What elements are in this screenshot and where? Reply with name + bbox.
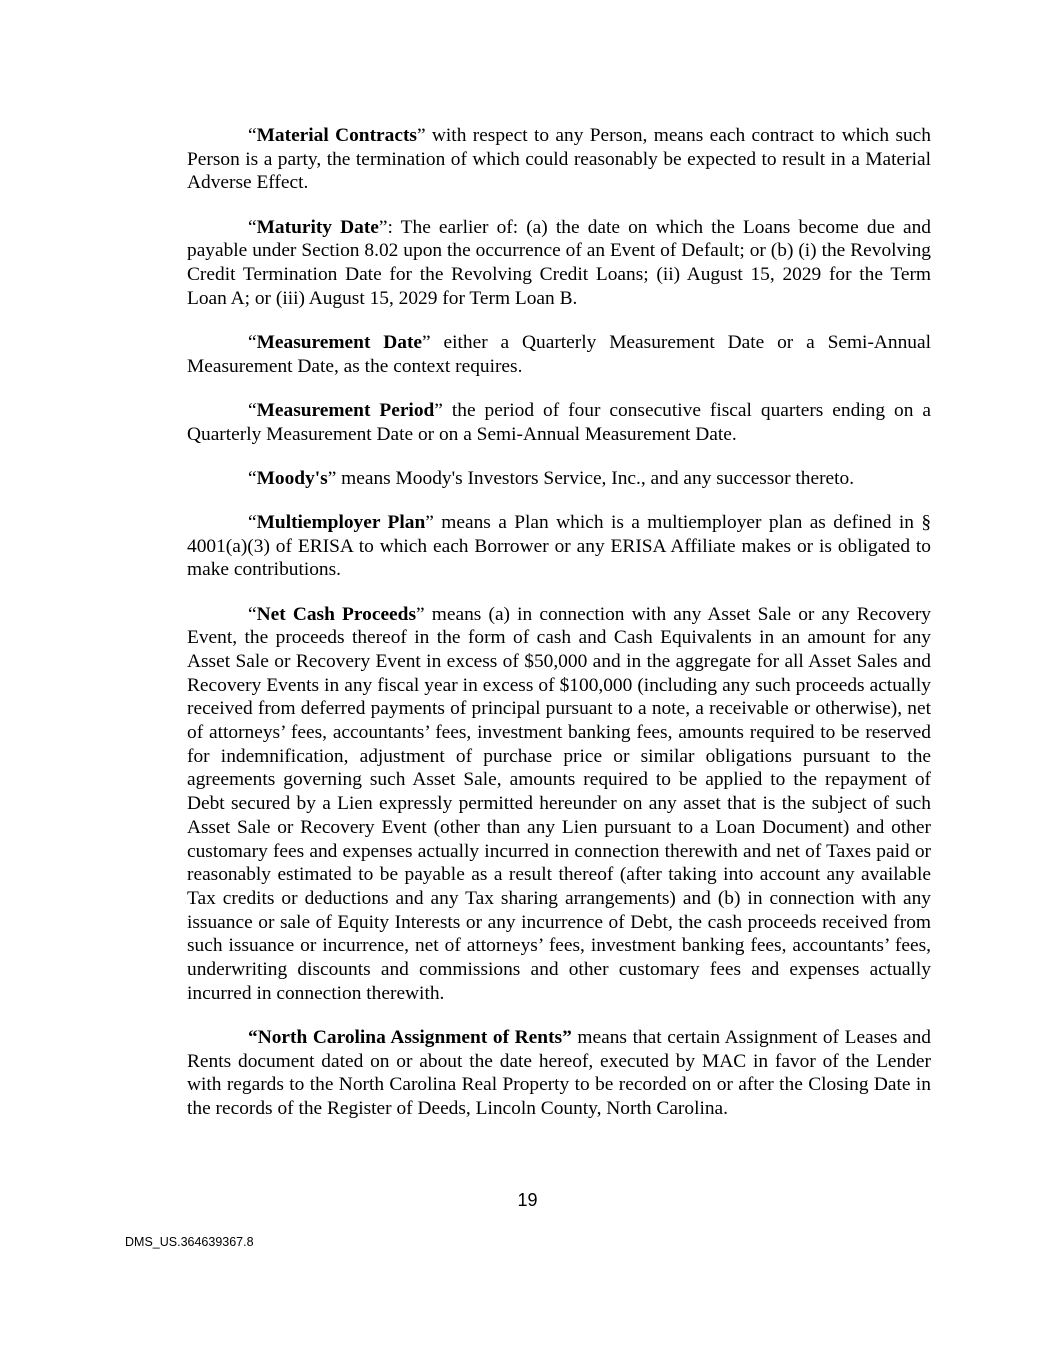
close-quote: ” — [425, 511, 434, 533]
defined-term: Moody's — [256, 467, 328, 489]
defined-term: Measurement Period — [256, 399, 435, 421]
document-id: DMS_US.364639367.8 — [125, 1235, 254, 1249]
close-quote: ” — [327, 467, 337, 489]
definition-measurement-period — [187, 399, 931, 446]
definition-north-carolina-assignment-of-rents — [187, 1026, 931, 1121]
definition-material-contracts — [187, 124, 931, 195]
close-quote: ” — [378, 216, 388, 238]
definitions-section — [187, 124, 931, 1141]
close-quote: ” — [416, 603, 425, 625]
definition-measurement-date — [187, 331, 931, 378]
defined-term: Net Cash Proceeds — [256, 603, 416, 625]
page-number: 19 — [517, 1190, 538, 1210]
open-quote: “ — [248, 331, 257, 353]
definition-text: : The earlier of: (a) the date on which the Loans become due and payable under Section 8.02 upon the occurrence of an Event of Default; or (b) (i) the Revolving Credit Termination Date for the Revolving Credit Loans; (ii) August 15, 2029 for the Term Loan A; or (iii) August 15, 2029 for Term Loan B. — [187, 216, 931, 309]
open-quote: “ — [248, 216, 257, 238]
close-quote: ” — [416, 125, 426, 146]
definition-text: either a Quarterly Measurement Date or a Semi-Annual Measurement Date, as the context requires. — [187, 331, 931, 377]
definition-text: with respect to any Person, means each contract to which such Person is a party, the termination of which could reasonably be expected to result in a Material Adverse Effect. — [187, 125, 931, 194]
defined-term: “North Carolina Assignment of Rents” — [248, 1027, 572, 1048]
open-quote: “ — [248, 467, 257, 489]
definition-multiemployer-plan — [187, 511, 931, 582]
definition-moodys — [187, 467, 931, 491]
open-quote: “ — [248, 511, 257, 533]
definition-text: the period of four consecutive fiscal quarters ending on a Quarterly Measurement Date or on a Semi-Annual Measurement Date. — [187, 399, 931, 445]
open-quote: “ — [248, 125, 257, 146]
close-quote: ” — [434, 399, 443, 421]
open-quote: “ — [248, 603, 257, 625]
definition-text: means (a) in connection with any Asset Sale or any Recovery Event, the proceeds thereof in the form of cash and Cash Equivalents in an amount for any Asset Sale or Recovery Event in excess of $50,000 and in the aggregate for all Asset Sales and Recovery Events in any fiscal year in excess of $100,000 (including any such proceeds actually received from deferred payments of principal pursuant to a note, a receivable or otherwise), net of attorneys’ fees, accountants’ fees, investment banking fees, amounts required to be reserved for indemnification, adjustment of purchase price or similar obligations pursuant to the agreements governing such Asset Sale, amounts required to be applied to the repayment of Debt secured by a Lien expressly permitted hereunder on any asset that is the subject of such Asset Sale or Recovery Event (other than any Lien pursuant to a Loan Document) and other customary fees and expenses actually incurred in connection therewith and net of Taxes paid or reasonably estimated to be payable as a result thereof (after taking into account any available Tax credits or deductions and any Tax sharing arrangements) and (b) in connection with any issuance or sale of Equity Interests or any incurrence of Debt, the cash proceeds received from such issuance or incurrence, net of attorneys’ fees, investment banking fees, accountants’ fees, underwriting discounts and commissions and other customary fees and expenses actually incurred in connection therewith. — [187, 603, 931, 1004]
definition-text: means Moody's Investors Service, Inc., and any successor thereto. — [336, 467, 855, 489]
definition-maturity-date — [187, 216, 931, 311]
defined-term: Material Contracts — [256, 125, 417, 146]
defined-term: Measurement Date — [256, 331, 423, 353]
definition-net-cash-proceeds — [187, 603, 931, 1006]
definition-text: means that certain Assignment of Leases and Rents document dated on or about the date hereof, executed by MAC in favor of the Lender with regards to the North Carolina Real Property to be recorded on or after the Closing Date in the records of the Register of Deeds, Lincoln County, North Carolina. — [187, 1027, 931, 1120]
definition-text: means a Plan which is a multiemployer plan as defined in § 4001(a)(3) of ERISA to which each Borrower or any ERISA Affiliate makes or is obligated to make contributions. — [187, 511, 932, 581]
defined-term: Multiemployer Plan — [256, 511, 426, 533]
close-quote: ” — [422, 331, 431, 353]
defined-term: Maturity Date — [256, 216, 379, 238]
open-quote: “ — [248, 399, 257, 421]
